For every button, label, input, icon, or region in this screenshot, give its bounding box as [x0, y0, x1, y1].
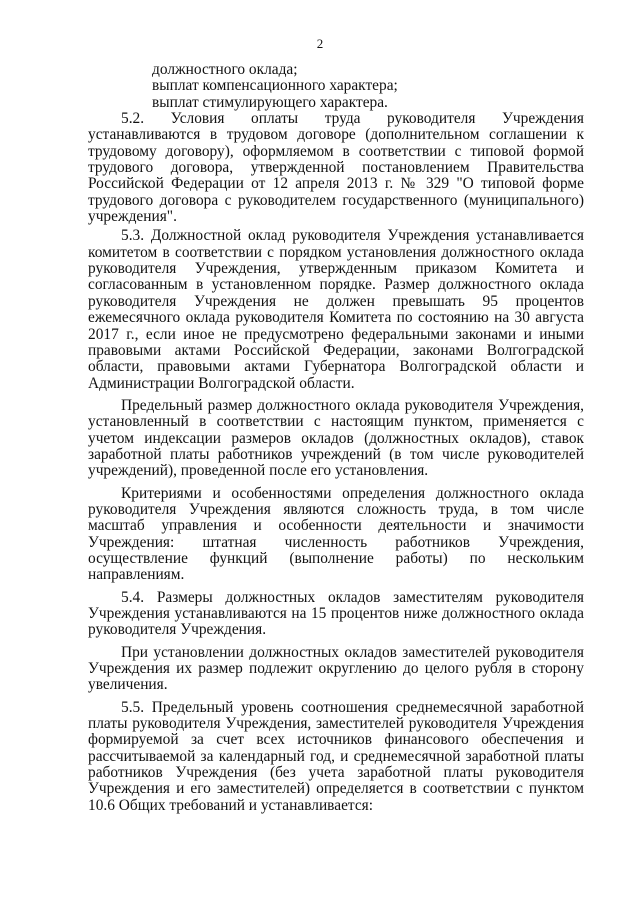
paragraph-5-2: 5.2. Условия оплаты труда руководителя Учреждения устанавливаются в трудовом договоре (дополнительном соглашении к трудовому договору), оформляемом в соответствии с типовой формой трудового договора, утвержденной постановлением Правительства Российской Федерации от 12 апреля 2013 г. № 329 "О типовой форме трудового договора с руководителем государственного (муниципального) учреждения".: [88, 110, 584, 226]
paragraph-5-5: 5.5. Предельный уровень соотношения среднемесячной заработной платы руководителя Учреждения, заместителей руководителя Учреждения формируемой за счет всех источников финансового обеспечения и рассчитываемой за календарный год, и среднемесячной заработной платы работников Учреждения (без учета заработной платы руководителя Учреждения и его заместителей) определяется в соответствии с пунктом 10.6 Общих требований и устанавливается:: [88, 698, 584, 814]
list-item: выплат компенсационного характера;: [152, 77, 398, 95]
paragraph-5-4: 5.4. Размеры должностных окладов заместителям руководителя Учреждения устанавливаются на 15 процентов ниже должностного оклада руководителя Учреждения.: [88, 588, 584, 639]
list-item: должностного оклада;: [152, 61, 298, 78]
paragraph-rounding: При установлении должностных окладов заместителей руководителя Учреждения их размер подлежит округлению до целого рубля в сторону увеличения.: [88, 643, 584, 694]
paragraph-salary-limit: Предельный размер должностного оклада руководителя Учреждения, установленный в соответствии с настоящим пунктом, применяется с учетом индексации размеров окладов (должностных окладов), ставок заработной платы работников учреждений (в том числе руководителей учреждений), проведенной после его установления.: [88, 396, 584, 480]
list-item: выплат стимулирующего характера.: [152, 93, 388, 111]
page-number: 2: [316, 36, 324, 51]
paragraph-criteria: Критериями и особенностями определения должностного оклада руководителя Учреждения являются сложность труда, в том числе масштаб управления и особенности деятельности и значимости Учреждения: штатная численность работников Учреждения, осуществление функций (выполнение работы) по нескольким направлениям.: [88, 484, 584, 584]
document-body: [88, 62, 584, 814]
paragraph-5-3: 5.3. Должностной оклад руководителя Учреждения устанавливается комитетом в соответствии с порядком установления должностного оклада руководителя Учреждения, утвержденным приказом Комитета и согласованным в установленном порядке. Размер должностного оклада руководителя Учреждения не должен превышать 95 процентов ежемесячного оклада руководителя Комитета по состоянию на 30 августа 2017 г., если иное не предусмотрено федеральными законами и иными правовыми актами Российской Федерации, законами Волгоградской области, правовыми актами Губернатора Волгоградской области и Администрации Волгоградской области.: [88, 227, 584, 392]
